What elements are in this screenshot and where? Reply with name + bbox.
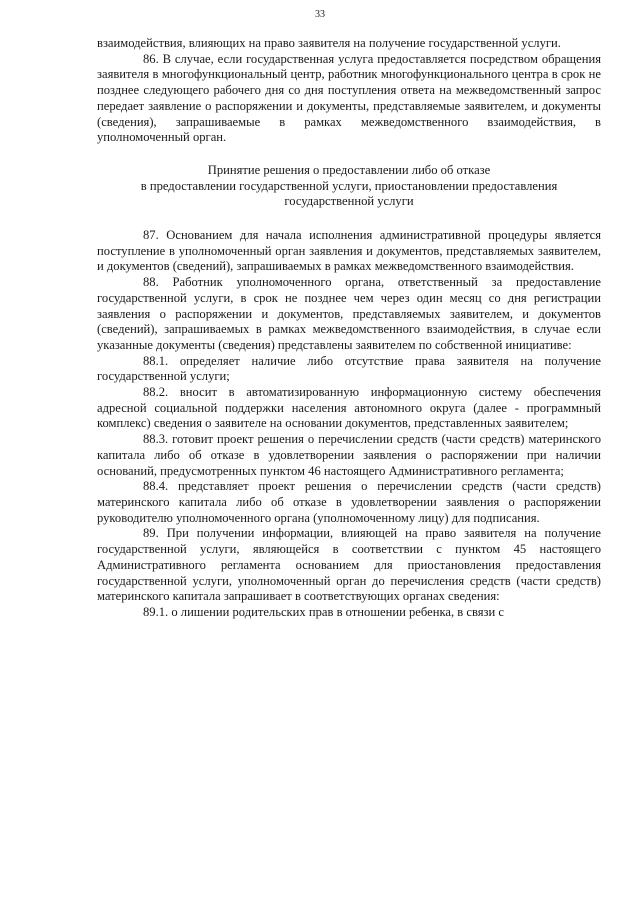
paragraph: 86. В случае, если государственная услуга предоставляется посредством обращения заявителя в многофункциональный центр, работник многофункционального центра в срок не позднее следующего рабочего дня со дня поступления ответа на межведомственный запрос передает заявление о распоряжении и документы, представляемые заявителем, и документы (сведения), запрашиваемые в рамках межведомственного взаимодействия, в уполномоченный орган. — [97, 51, 601, 145]
document-body — [97, 36, 601, 621]
bottom-paragraphs — [97, 228, 601, 621]
paragraph: 87. Основанием для начала исполнения административной процедуры является поступление в уполномоченный орган заявления и документов, представляемых заявителем, и документов (сведений), запрашиваемых в рамках межведомственного взаимодействия. — [97, 228, 601, 274]
paragraph: 89. При получении информации, влияющей на право заявителя на получение государственной услуги, являющейся в соответствии с пунктом 45 настоящего Административного регламента основанием для приостановления предоставления государственной услуги, уполномоченный орган до перечисления средств (части средств) материнского капитала запрашивает в соответствующих органах сведения: — [97, 526, 601, 604]
paragraph: 89.1. о лишении родительских прав в отношении ребенка, в связи с — [143, 604, 504, 619]
paragraph: 88. Работник уполномоченного органа, ответственный за предоставление государственной услуги, в срок не позднее чем через один месяц со дня регистрации заявления о распоряжении и документов, представляемых заявителем, и документов (сведений), запрашиваемых в рамках межведомственного взаимодействия, в случае если указанные документы (сведения) представлены заявителем по собственной инициативе: — [97, 275, 601, 352]
paragraph: 88.3. готовит проект решения о перечислении средств (части средств) материнского капитала либо об отказе в удовлетворении заявления о распоряжении при наличии оснований, предусмотренных пунктом 46 настоящего Административного регламента; — [97, 432, 601, 478]
paragraph: 88.2. вносит в автоматизированную информационную систему обеспечения адресной социальной поддержки населения автономного округа (далее - программный комплекс) сведения о заявителе на основании документов, представленных заявителем; — [97, 385, 601, 431]
page-number: 33 — [315, 9, 325, 20]
paragraph: взаимодействия, влияющих на право заявителя на получение государственной услуги. — [97, 36, 561, 50]
heading-line: в предоставлении государственной услуги, приостановлении предоставления — [140, 178, 558, 193]
heading-line: государственной услуги — [284, 194, 414, 209]
section-heading — [97, 163, 601, 210]
paragraph: 88.1. определяет наличие либо отсутствие права заявителя на получение государственной услуги; — [97, 353, 601, 384]
heading-line: Принятие решения о предоставлении либо об отказе — [207, 162, 491, 177]
paragraph: 88.4. представляет проект решения о перечислении средств (части средств) материнского капитала либо об отказе в удовлетворении заявления о распоряжении руководителю уполномоченного органа (уполномоченному лицу) для подписания. — [97, 479, 601, 525]
top-paragraphs — [97, 36, 601, 146]
